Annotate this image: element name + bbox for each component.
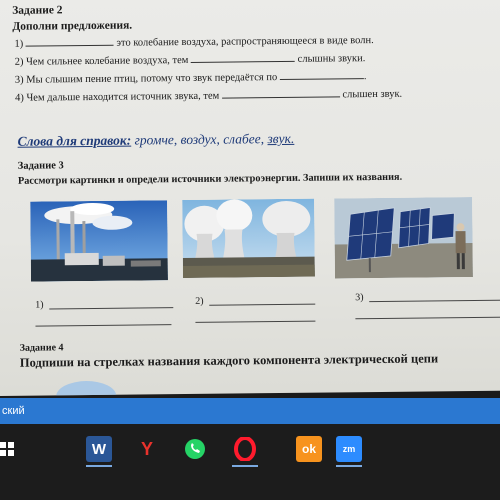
task3-title: Задание 3: [17, 160, 64, 172]
nuclear-power-plant-image: [182, 199, 315, 278]
sentence-1: [14, 34, 373, 50]
sentence-2: [15, 52, 366, 68]
task4-title: Задание 4: [19, 342, 64, 354]
sentence-3-text: 3) Мы слышим пение птиц, потому что звук передаётся по: [14, 72, 278, 86]
opera-icon[interactable]: [232, 436, 258, 462]
word-active-indicator: [86, 465, 112, 467]
language-bar-text: ский: [2, 405, 25, 417]
sentence-1-number: 1): [14, 38, 24, 50]
task2-title: Задание 2: [12, 4, 63, 17]
sentence-4: [15, 88, 402, 105]
solar-panels-image: [334, 197, 473, 278]
sentence-3-end: .: [363, 71, 367, 83]
answer-3-label: 3): [355, 292, 364, 304]
blank-4: [222, 88, 340, 98]
circuit-diagram-partial: [56, 381, 116, 396]
blank-1: [26, 37, 114, 47]
answer-line-2b: [195, 321, 315, 323]
answer-1-label: 1): [35, 299, 44, 311]
language-bar[interactable]: [0, 398, 500, 424]
zoom-active-indicator: [336, 465, 362, 467]
yandex-icon[interactable]: Y: [140, 438, 153, 459]
sentence-4-end: слышен звук.: [342, 88, 403, 101]
sentence-2-text: 2) Чем сильнее колебание воздуха, тем: [14, 54, 189, 68]
answer-line-1b: [35, 324, 171, 326]
word-icon[interactable]: W: [86, 436, 112, 462]
answer-line-2: [209, 304, 315, 306]
reference-words-list: громче, воздух, слабее,: [134, 131, 265, 148]
whatsapp-icon[interactable]: [182, 436, 208, 462]
answer-line-3: [369, 300, 500, 302]
answer-line-3b: [355, 317, 500, 320]
reference-last-word: звук.: [267, 130, 295, 147]
sentence-1-text: это колебание воздуха, распространяющееся в виде волн.: [116, 35, 374, 49]
reference-label: Слова для справок:: [17, 132, 132, 149]
thermal-power-plant-image: [30, 200, 168, 281]
blank-2: [191, 53, 295, 63]
zoom-icon[interactable]: zm: [336, 436, 362, 462]
odnoklassniki-icon[interactable]: ok: [296, 436, 322, 462]
windows-logo-icon[interactable]: [0, 436, 20, 462]
opera-active-indicator: [232, 465, 258, 467]
answer-line-1: [49, 307, 173, 309]
task2-subtitle: Дополни предложения.: [12, 19, 133, 33]
sentence-2-end: слышны звуки.: [297, 53, 366, 65]
task3-instruction: Рассмотри картинки и определи источники электроэнергии. Запиши их названия.: [17, 171, 403, 187]
reference-words: [17, 131, 294, 150]
task4-instruction: Подпиши на стрелках названия каждого компонента электрической цепи: [19, 351, 439, 370]
blank-3: [280, 70, 364, 80]
sentence-4-text: 4) Чем дальше находится источник звука, тем: [15, 90, 220, 104]
sentence-3: [15, 70, 367, 86]
answer-2-label: 2): [195, 295, 204, 307]
